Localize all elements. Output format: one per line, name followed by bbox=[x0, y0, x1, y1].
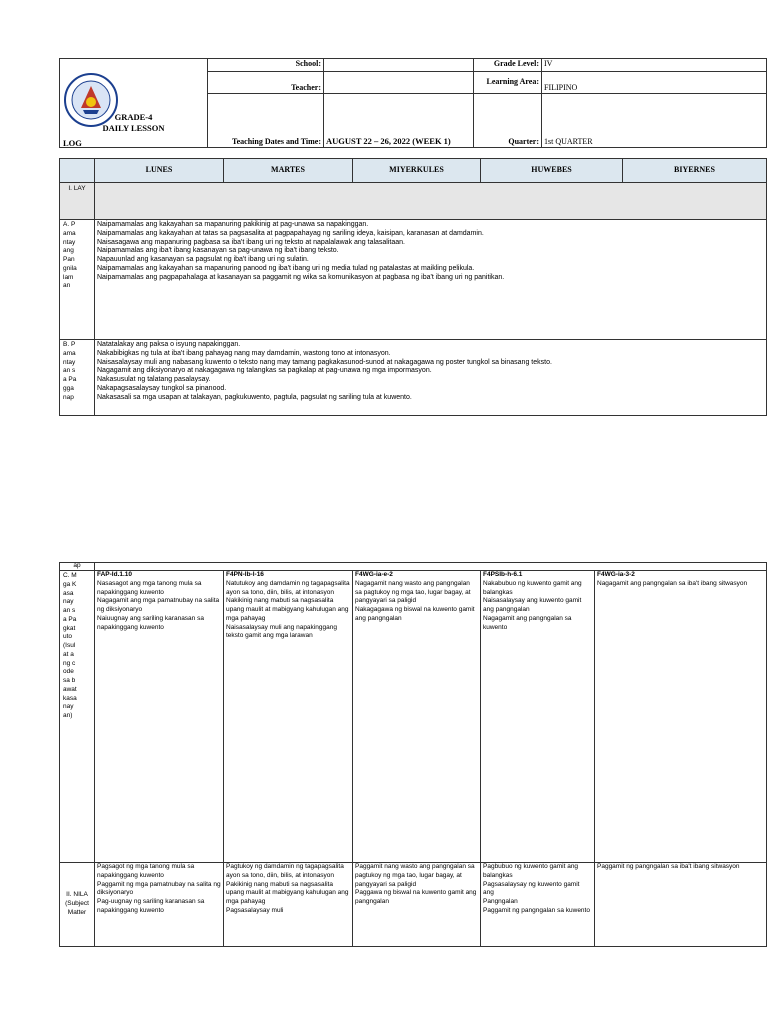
section-A-line: Naipamamalas ang iba't ibang kasanayan sa pag-unawa ng iba't ibang teksto. bbox=[97, 247, 339, 255]
competency-text: Nagagamit nang wasto ang pangngalan sa pagtukoy ng mga tao, lugar bagay, at pangyayari sa paligid Nakagagawa ng biswal na kuwento gamit ang pangngalan bbox=[355, 579, 475, 622]
section-B-line: Naisasalaysay muli ang nabasang kuwento o teksto nang may tamang pagkakasunod-sunod at nakagagawa ng poster tungkol sa binasang teksto. bbox=[97, 358, 552, 366]
grade-level-label: Grade Level: bbox=[474, 59, 542, 72]
section-C-cell-miyerkules bbox=[353, 571, 481, 863]
carried-over-row bbox=[95, 563, 767, 571]
logo-title-cell bbox=[60, 59, 208, 148]
day-header-huwebes: HUWEBES bbox=[481, 159, 623, 183]
title-daily-lesson: DAILY LESSON bbox=[102, 122, 165, 133]
section-B-line: Natatalakay ang paksa o isyung napakinggan. bbox=[97, 341, 241, 348]
quarter-label: Quarter: bbox=[474, 94, 542, 148]
section-B-line: Nakasusulat ng talatang pasalaysay. bbox=[97, 376, 211, 383]
section-C-cell-huwebes bbox=[481, 571, 595, 863]
section-A-line: Naipamamalas ang kakayahan sa mapanuring panood ng iba't ibang uri ng media tulad ng patalastas at maikling pelikula. bbox=[97, 264, 475, 272]
lesson-table-page2 bbox=[59, 562, 767, 947]
school-field[interactable] bbox=[324, 59, 474, 72]
section-A-content bbox=[95, 220, 767, 340]
day-header-biyernes: BIYERNES bbox=[623, 159, 767, 183]
competency-text: Natutukoy ang damdamin ng tagapagsalita ayon sa tono, diin, bilis, at intonasyon Nakikinig nang mabuti sa nagsasalita upang maulit at mabigyang kahulugan ang mga pahayag Naisasalaysay muli ang napakinggang teksto gamit ang mga larawan bbox=[226, 579, 350, 640]
subject-matter-huwebes: Pagbubuo ng kuwento gamit ang balangkas Pagsasalaysay ng kuwento gamit ang Pangngalan Paggamit ng pangngalan sa kuwento bbox=[481, 863, 595, 947]
title-grade: GRADE-4 bbox=[114, 112, 153, 122]
section-C-cell-biyernes bbox=[595, 571, 767, 863]
competency-text: Nasasagot ang mga tanong mula sa napakinggang kuwento Nagagamit ang mga pamatnubay na salita ng diksiyonaryo Naiuugnay ang sariling karanasan sa napakinggang kuwento bbox=[97, 579, 220, 631]
header-table bbox=[59, 58, 767, 148]
school-label: School: bbox=[208, 59, 324, 72]
carried-over-label: ap bbox=[60, 563, 95, 571]
competency-code: F4WG-ia-3-2 bbox=[597, 571, 635, 578]
section-B-line: Nakapagsasalaysay tungkol sa pinanood. bbox=[97, 384, 227, 392]
title-log: LOG bbox=[63, 138, 82, 148]
section-A-line: Naipamamalas ang kakayahan sa mapanuring pakikinig at pag-unawa sa napakinggan. bbox=[97, 221, 369, 228]
teacher-field[interactable] bbox=[324, 72, 474, 94]
competency-code: F4PSIb-h-6.1 bbox=[483, 571, 523, 578]
section-A-line: Napauunlad ang kasanayan sa pagsulat ng iba't ibang uri ng sulatin. bbox=[97, 256, 309, 263]
section-C-cell-lunes bbox=[95, 571, 224, 863]
section-II-label: II. NILA (Subject Matter bbox=[60, 863, 95, 947]
section-I-label: I. LAY bbox=[60, 183, 95, 220]
day-header-miyerkules: MIYERKULES bbox=[353, 159, 481, 183]
learning-area-value: FILIPINO bbox=[542, 72, 767, 94]
learning-area-label: Learning Area: bbox=[474, 72, 542, 94]
subject-matter-miyerkules: Paggamit nang wasto ang pangngalan sa pagtukoy ng mga tao, lugar bagay, at pangyayari sa paligid Paggawa ng biswal na kuwento gamit ang pangngalan bbox=[353, 863, 481, 947]
section-B-content bbox=[95, 340, 767, 416]
day-header-lunes: LUNES bbox=[95, 159, 224, 183]
day-header-martes: MARTES bbox=[224, 159, 353, 183]
corner-header bbox=[60, 159, 95, 183]
section-A-line: Naipamamalas ang pagpapahalaga at kasanayan sa paggamit ng wika sa komunikasyon at pagbasa ng iba't ibang uri ng panitikan. bbox=[97, 273, 505, 281]
competency-code: FAP-Id.1.10 bbox=[97, 571, 133, 578]
section-A-line: Naisasagawa ang mapanuring pagbasa sa iba't ibang uri ng teksto at napalalawak ang talasalitaan. bbox=[97, 238, 405, 246]
section-B-line: Nagagamit ang diksiyonaryo at nakagagawa ng talangkas sa pagkalap at pag-unawa ng mga impormasyon. bbox=[97, 367, 432, 375]
grade-level-value: IV bbox=[542, 59, 767, 72]
quarter-value: 1st QUARTER bbox=[542, 94, 767, 148]
competency-code: F4WG-ia-e-2 bbox=[355, 571, 393, 578]
competency-code: F4PN-Ib-l-16 bbox=[226, 571, 264, 578]
competency-text: Nakabubuo ng kuwento gamit ang balangkas Naisasalaysay ang kuwento gamit ang pangngalan Nagagamit ang pangngalan sa kuwento bbox=[483, 579, 582, 631]
teaching-dates-label: Teaching Dates and Time: bbox=[208, 94, 324, 148]
lesson-title bbox=[60, 112, 207, 133]
competency-text: Nagagamit ang pangngalan sa iba't ibang sitwasyon bbox=[597, 579, 748, 587]
section-C-label: C. Mga Kasanayan sa Pagkatuto (Isulat ang code sa bawat kasanayan) bbox=[60, 571, 95, 863]
section-B-label: B. Pamantayan sa Pagganap bbox=[60, 340, 95, 416]
section-A-line: Naipamamalas ang kakayahan at tatas sa pagsasalita at pagpapahayag ng sariling ideya, kaisipan, karanasan at damdamin. bbox=[97, 229, 484, 237]
section-C-cell-martes bbox=[224, 571, 353, 863]
subject-matter-biyernes: Paggamit ng pangngalan sa iba't ibang sitwasyon bbox=[595, 863, 767, 947]
subject-matter-lunes: Pagsagot ng mga tanong mula sa napakinggang kuwento Paggamit ng mga pamatnubay na salita ng diksiyonaryo Pag-uugnay ng sariling karanasan sa napakinggang kuwento bbox=[95, 863, 224, 947]
section-B-line: Nakasasali sa mga usapan at talakayan, pagkukuwento, pagtula, pagsulat ng sariling tula at kuwento. bbox=[97, 393, 412, 401]
teacher-label: Teacher: bbox=[208, 72, 324, 94]
section-A-label: A. Pamantayang Pangnilalaman bbox=[60, 220, 95, 340]
subject-matter-martes: Pagtukoy ng damdamin ng tagapagsalita ayon sa tono, diin, bilis, at intonasyon Pakikinig nang mabuti sa nagsasalita upang maulit at mabigyang kahulugan ang mga pahayag Pagsasalaysay muli bbox=[224, 863, 353, 947]
section-B-line: Nakabibigkas ng tula at iba't ibang pahayag nang may damdamin, wastong tono at intonasyon. bbox=[97, 349, 391, 357]
lesson-table-page1 bbox=[59, 158, 767, 416]
teaching-dates-value: AUGUST 22 – 26, 2022 (WEEK 1) bbox=[324, 94, 474, 148]
section-I-content bbox=[95, 183, 767, 220]
